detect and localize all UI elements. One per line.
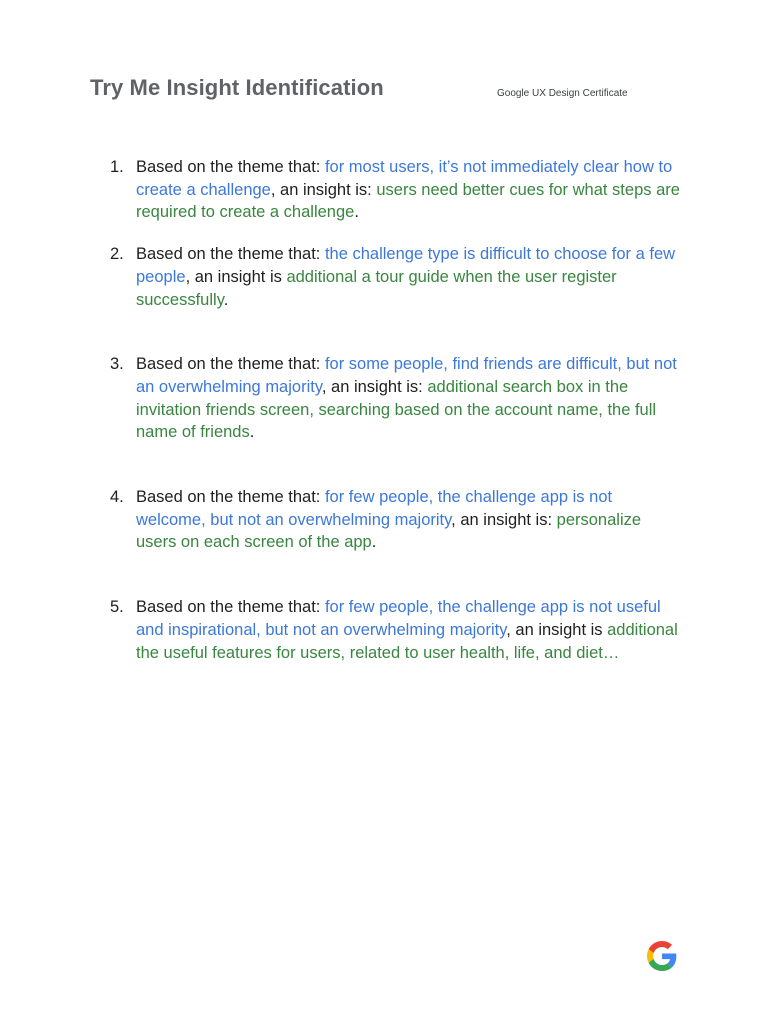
- insight-text: users need better cues for what steps are required to create a challenge: [136, 180, 680, 222]
- theme-text: the challenge type is difficult to choose for a few people: [136, 245, 676, 286]
- page-title: Try Me Insight Identification: [90, 75, 384, 100]
- insight-number: 2.: [110, 245, 124, 264]
- theme-lead-text: Based on the theme that:: [136, 245, 325, 264]
- insight-end-punctuation: .: [249, 423, 255, 442]
- insight-number: 5.: [110, 598, 124, 617]
- insight-text: additional the useful features for users, related to user health, life, and diet…: [136, 620, 678, 662]
- theme-lead-text: Based on the theme that:: [136, 158, 325, 176]
- theme-text: for few people, the challenge app is not welcome, but not an overwhelming majority: [136, 488, 613, 529]
- insight-number: 3.: [110, 355, 124, 374]
- certificate-label: Google UX Design Certificate: [497, 88, 628, 99]
- theme-lead-text: Based on the theme that:: [136, 598, 325, 617]
- insight-lead-text: , an insight is:: [270, 180, 377, 199]
- google-g-logo-icon: [647, 941, 677, 971]
- insight-text: additional a tour guide when the user register successfully: [136, 267, 617, 309]
- theme-text: for most users, it’s not immediately clear how to create a challenge: [136, 158, 673, 199]
- insight-item: [110, 353, 680, 444]
- insight-list: [110, 156, 680, 664]
- theme-lead-text: Based on the theme that:: [136, 488, 325, 507]
- insight-lead-text: , an insight is: [185, 267, 287, 286]
- insight-item: [110, 486, 680, 554]
- insight-end-punctuation: .: [371, 533, 377, 552]
- insight-item: [110, 156, 680, 224]
- theme-text: for some people, find friends are difficult, but not an overwhelming majority: [136, 355, 677, 396]
- insight-item: [110, 596, 680, 664]
- theme-text: for few people, the challenge app is not useful and inspirational, but not an overwhelming majority: [136, 598, 661, 639]
- insight-lead-text: , an insight is: [506, 620, 608, 639]
- theme-lead-text: Based on the theme that:: [136, 355, 325, 374]
- insight-text: additional search box in the invitation friends screen, searching based on the account name, the full name of friends: [136, 377, 657, 442]
- insight-lead-text: , an insight is:: [321, 377, 428, 396]
- insight-number: 4.: [110, 488, 124, 507]
- insight-lead-text: , an insight is:: [451, 510, 557, 529]
- insight-end-punctuation: .: [223, 290, 229, 309]
- insight-item: [110, 243, 680, 311]
- insight-number: 1.: [110, 158, 124, 176]
- insight-text: personalize users on each screen of the app: [136, 510, 642, 552]
- insight-end-punctuation: .: [354, 203, 359, 222]
